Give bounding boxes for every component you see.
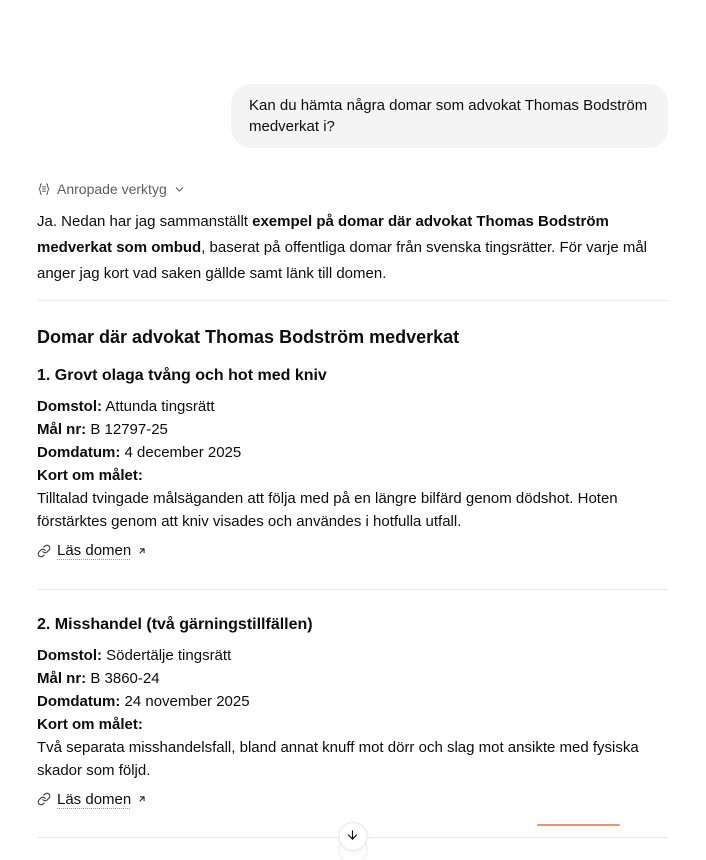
- user-message-bubble: [231, 84, 668, 148]
- divider: [37, 300, 668, 301]
- case-field-domdatum: Domdatum: 24 november 2025: [37, 692, 250, 710]
- intro-text-bold: exempel på domar där advokat Thomas Bodström medverkat som ombud: [37, 213, 609, 256]
- tool-calls-toggle[interactable]: [37, 181, 186, 197]
- arrow-up-right-icon: [137, 794, 147, 804]
- link-icon: [37, 544, 51, 558]
- divider: [37, 837, 668, 838]
- case-summary: Tilltalad tvingade målsäganden att följa med på en längre bilfärd genom dödshot. Hoten förstärktes genom att kniv visades och användes i hotfulla utfall.: [37, 490, 618, 530]
- case-field-kort: Kort om målet:: [37, 467, 143, 484]
- chevron-down-icon: [173, 183, 186, 196]
- link-icon: [37, 792, 51, 806]
- case-field-domdatum: Domdatum: 4 december 2025: [37, 444, 242, 461]
- case-summary: Två separata misshandelsfall, bland annat knuff mot dörr och slag mot ansikte med fysiska skador som följd.: [37, 738, 639, 779]
- read-judgment-label: Läs domen: [57, 542, 132, 559]
- bottom-accent-line: [537, 824, 620, 826]
- case-body: [37, 644, 668, 814]
- divider: [37, 589, 668, 590]
- user-message-text: Kan du hämta några domar som advokat Thomas Bodström medverkat i?: [249, 97, 648, 135]
- intro-text-1: Ja. Nedan har jag sammanställt: [37, 213, 253, 230]
- case-title: 1. Grovt olaga tvång och hot med kniv: [37, 367, 327, 384]
- read-judgment-link[interactable]: [37, 788, 147, 811]
- case-section-1: [37, 366, 668, 565]
- intro-text-2: , baserat på offentliga domar från svenska tingsrätter. För varje mål anger jag kort vad saken gällde samt länk till domen.: [37, 239, 647, 282]
- arrow-down-icon: [346, 828, 360, 845]
- case-field-domstol: Domstol: Södertälje tingsrätt: [37, 646, 232, 664]
- assistant-intro-paragraph: [37, 209, 668, 287]
- tool-calls-label: Anropade verktyg: [57, 181, 167, 197]
- scroll-to-bottom-button[interactable]: [338, 822, 367, 851]
- case-field-malnr: Mål nr: B 12797-25: [37, 421, 168, 438]
- case-body: [37, 395, 668, 565]
- arrow-up-right-icon: [137, 546, 147, 556]
- results-heading: Domar där advokat Thomas Bodström medverkat: [37, 327, 460, 347]
- read-judgment-link[interactable]: [37, 539, 147, 562]
- case-field-malnr: Mål nr: B 3860-24: [37, 669, 160, 687]
- case-title: 2. Misshandel (två gärningstillfällen): [37, 615, 313, 633]
- braces-list-icon: [37, 182, 51, 196]
- user-message-row: [37, 84, 668, 148]
- case-field-kort: Kort om målet:: [37, 715, 143, 733]
- case-field-domstol: Domstol: Attunda tingsrätt: [37, 398, 215, 415]
- case-section-2: [37, 615, 668, 814]
- read-judgment-label: Läs domen: [57, 790, 132, 808]
